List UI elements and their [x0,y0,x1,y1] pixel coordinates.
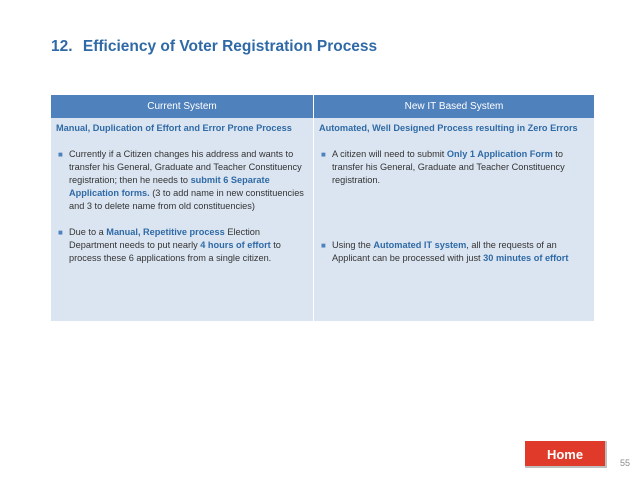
current-system-cell [51,118,314,321]
list-item [319,148,588,187]
bullet-text: Due to a [69,227,107,237]
bullet-text: Using the [332,240,374,250]
bullet-text: , all the requests of an Applicant can be processed with just [332,240,557,263]
page-number: 55 [620,458,631,468]
bullet-square-icon: ■ [321,150,326,159]
bullet-text: A citizen will need to submit [332,149,447,159]
title-text: Efficiency of Voter Registration Process [82,38,378,55]
highlight-text: submit 6 Separate Application forms. [69,175,270,198]
title-number: 12. [51,38,73,55]
table-header-row [51,95,594,118]
comparison-table [51,95,594,321]
highlight-text: Only 1 Application Form [446,149,553,159]
list-item [56,148,307,213]
header-new-system: New IT Based System [314,95,595,118]
highlight-text: 30 minutes of effort [483,253,569,263]
new-system-cell [314,118,595,321]
highlight-text: 4 hours of effort [200,240,271,250]
bullet-text: Election Department needs to put nearly [69,227,261,250]
bullet-text: to transfer his General, Graduate and Teacher Constituency registration. [332,149,565,185]
list-item [56,226,307,265]
page-title [51,38,377,56]
bullet-text: (3 to add name in new constituencies and 3 to delete name from old constituencies) [69,188,304,211]
highlight-text: Manual, Repetitive process [106,227,225,237]
bullet-square-icon: ■ [321,241,326,250]
table-row [51,118,594,321]
new-system-heading: Automated, Well Designed Process resulting in Zero Errors [319,123,578,133]
home-button[interactable]: Home [525,441,607,468]
header-current-system: Current System [51,95,314,118]
highlight-text: Automated IT system [373,240,467,250]
bullet-square-icon: ■ [58,228,63,237]
bullet-square-icon: ■ [58,150,63,159]
current-system-heading: Manual, Duplication of Effort and Error Prone Process [56,123,292,133]
list-item [319,239,588,265]
bullet-text: to process these 6 applications from a single citizen. [69,240,281,263]
bullet-text: Currently if a Citizen changes his address and wants to transfer his General, Graduate and Teacher Constituency registration; then he needs to [69,149,302,185]
